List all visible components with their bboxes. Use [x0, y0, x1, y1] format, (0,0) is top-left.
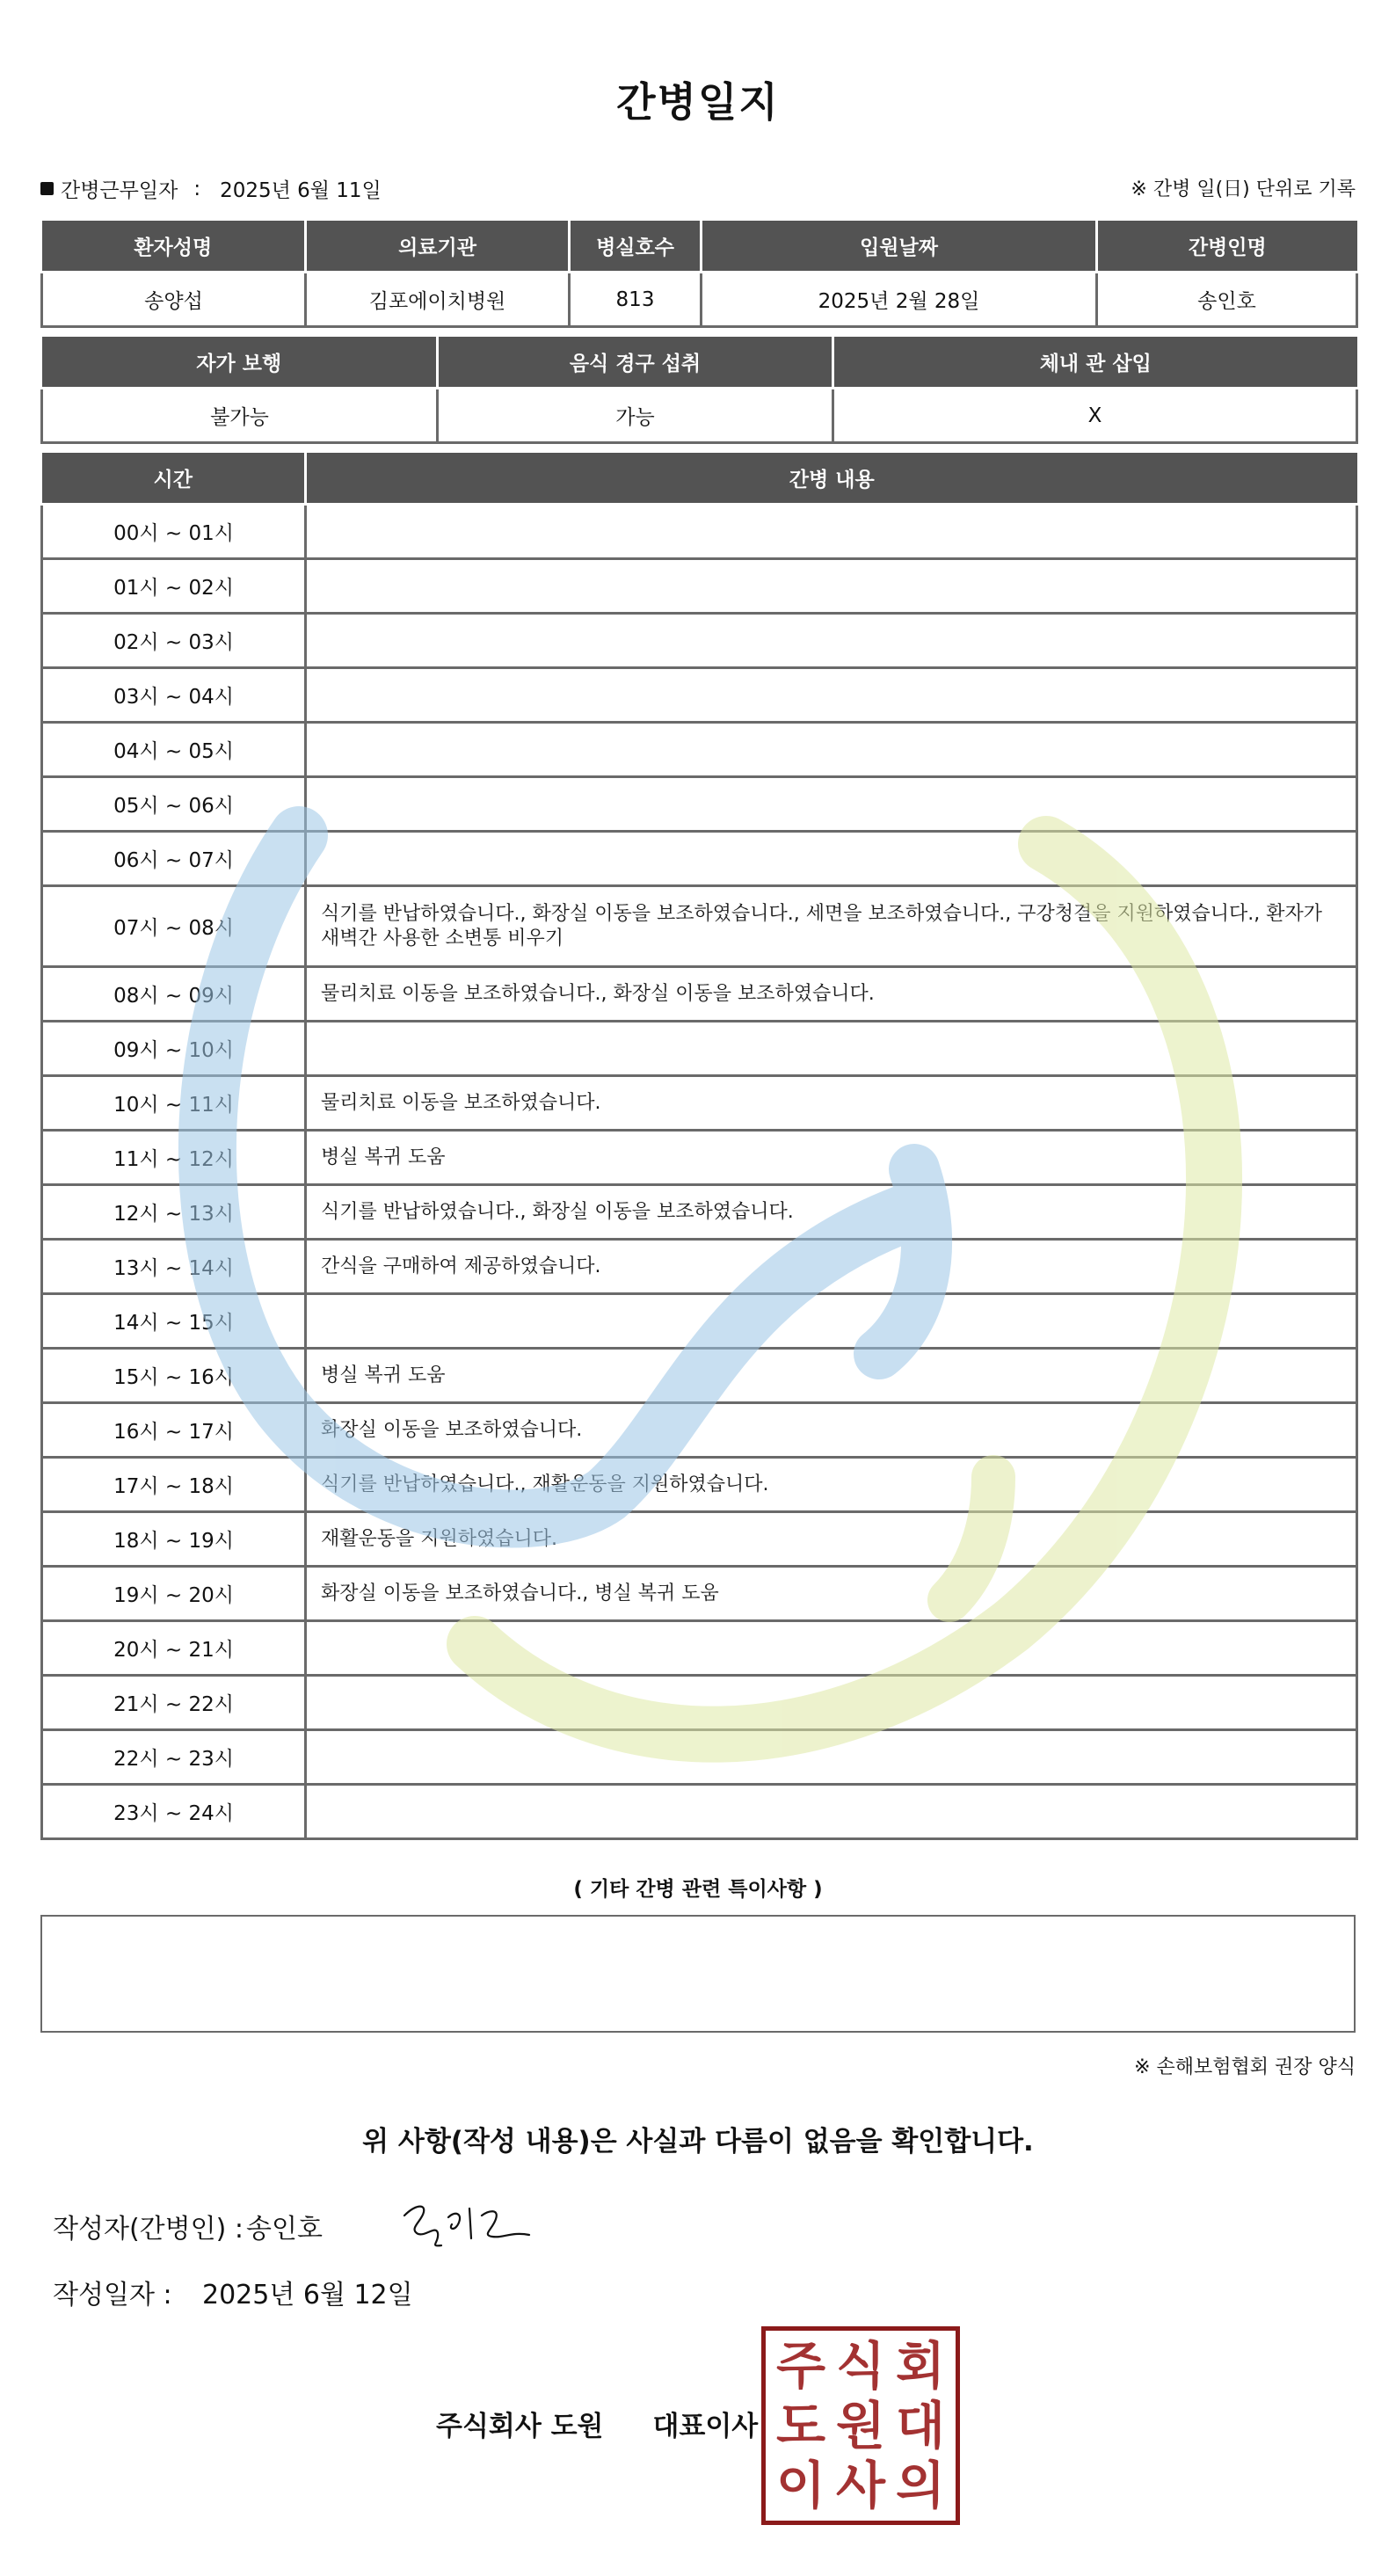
table-row [42, 777, 1357, 832]
seal-character: 대 [895, 2396, 946, 2456]
writer-line [53, 2207, 323, 2245]
work-date-line [40, 174, 382, 203]
patient-info-table [40, 218, 1358, 328]
work-date-label: 간병근무일자 [61, 179, 178, 202]
table-header-row [42, 336, 1357, 389]
log-time-cell: 13시 ~ 14시 [42, 1240, 306, 1294]
writer-name: 송인호 [246, 2214, 323, 2245]
log-content-cell: 식기를 반납하였습니다., 화장실 이동을 보조하였습니다. [306, 1185, 1357, 1240]
table-row [42, 1076, 1357, 1131]
log-table-body [42, 505, 1357, 1839]
admission-date: 2025년 2월 28일 [702, 273, 1097, 327]
log-content-cell: 물리치료 이동을 보조하였습니다. [306, 1076, 1357, 1131]
recommend-note: ※ 손해보험협회 권장 양식 [1134, 2056, 1356, 2078]
table-row [42, 967, 1357, 1022]
document-title: 간병일지 [616, 78, 780, 126]
log-time-cell: 08시 ~ 09시 [42, 967, 306, 1022]
table-row [42, 886, 1357, 967]
log-content-cell [306, 559, 1357, 614]
written-date-value: 2025년 6월 12일 [202, 2280, 413, 2310]
log-time-cell: 04시 ~ 05시 [42, 723, 306, 777]
log-content-cell [306, 1730, 1357, 1785]
table-row [42, 273, 1357, 327]
written-date-line [53, 2273, 413, 2311]
log-content-cell: 병실 복귀 도움 [306, 1131, 1357, 1185]
seal-character: 회 [895, 2336, 946, 2396]
table-row [42, 559, 1357, 614]
header-admission-date: 입원날짜 [702, 220, 1097, 273]
log-time-cell: 00시 ~ 01시 [42, 505, 306, 559]
seal-character: 사 [835, 2456, 886, 2515]
work-date-value: 2025년 6월 11일 [220, 179, 382, 202]
log-time-cell: 18시 ~ 19시 [42, 1512, 306, 1567]
header-hospital: 의료기관 [306, 220, 570, 273]
confirmation-statement: 위 사항(작성 내용)은 사실과 다름이 없음을 확인합니다. [362, 2126, 1034, 2158]
header-caregiver-name: 간병인명 [1097, 220, 1357, 273]
header-tube-insertion: 체내 관 삽입 [833, 336, 1357, 389]
seal-character: 도 [775, 2396, 826, 2456]
table-row [42, 832, 1357, 886]
log-time-cell: 10시 ~ 11시 [42, 1076, 306, 1131]
seal-character: 원 [835, 2396, 886, 2456]
log-content-cell [306, 1785, 1357, 1839]
table-row [42, 1512, 1357, 1567]
log-content-cell: 병실 복귀 도움 [306, 1349, 1357, 1403]
work-date-separator: : [193, 177, 201, 200]
log-content-cell [306, 777, 1357, 832]
table-row [42, 1185, 1357, 1240]
log-time-cell: 12시 ~ 13시 [42, 1185, 306, 1240]
log-content-cell [306, 505, 1357, 559]
table-header-row [42, 220, 1357, 273]
log-content-cell: 식기를 반납하였습니다., 재활운동을 지원하였습니다. [306, 1458, 1357, 1512]
company-line [436, 2404, 758, 2443]
table-row [42, 1403, 1357, 1458]
log-time-cell: 19시 ~ 20시 [42, 1567, 306, 1621]
special-notes-box [40, 1915, 1356, 2033]
room-number: 813 [570, 273, 702, 327]
record-note: ※ 간병 일(日) 단위로 기록 [1131, 178, 1356, 200]
header-room-number: 병실호수 [570, 220, 702, 273]
log-time-cell: 22시 ~ 23시 [42, 1730, 306, 1785]
log-content-cell: 물리치료 이동을 보조하였습니다., 화장실 이동을 보조하였습니다. [306, 967, 1357, 1022]
log-time-cell: 15시 ~ 16시 [42, 1349, 306, 1403]
log-content-cell [306, 1621, 1357, 1676]
log-content-cell [306, 832, 1357, 886]
table-row [42, 1730, 1357, 1785]
table-row [42, 1458, 1357, 1512]
header-self-walking: 자가 보행 [42, 336, 438, 389]
header-patient-name: 환자성명 [42, 220, 306, 273]
table-row [42, 1240, 1357, 1294]
oral-intake-value: 가능 [438, 389, 833, 443]
table-row [42, 1785, 1357, 1839]
hospital-name: 김포에이치병원 [306, 273, 570, 327]
log-time-cell: 16시 ~ 17시 [42, 1403, 306, 1458]
patient-name: 송양섭 [42, 273, 306, 327]
table-row [42, 505, 1357, 559]
writer-label: 작성자(간병인) : [53, 2214, 244, 2245]
table-header-row [42, 452, 1357, 505]
self-walking-value: 불가능 [42, 389, 438, 443]
table-row [42, 1621, 1357, 1676]
table-row [42, 389, 1357, 443]
log-content-cell: 간식을 구매하여 제공하였습니다. [306, 1240, 1357, 1294]
log-content-cell [306, 1676, 1357, 1730]
log-time-cell: 21시 ~ 22시 [42, 1676, 306, 1730]
log-content-cell: 재활운동을 지원하였습니다. [306, 1512, 1357, 1567]
log-time-cell: 09시 ~ 10시 [42, 1022, 306, 1076]
header-time: 시간 [42, 452, 306, 505]
company-seal-stamp [761, 2326, 960, 2525]
seal-character: 이 [775, 2456, 826, 2515]
log-time-cell: 17시 ~ 18시 [42, 1458, 306, 1512]
table-row [42, 1294, 1357, 1349]
log-time-cell: 01시 ~ 02시 [42, 559, 306, 614]
square-bullet-icon [40, 182, 54, 195]
log-time-cell: 23시 ~ 24시 [42, 1785, 306, 1839]
log-content-cell [306, 614, 1357, 668]
log-time-cell: 03시 ~ 04시 [42, 668, 306, 723]
log-content-cell [306, 1294, 1357, 1349]
log-time-cell: 07시 ~ 08시 [42, 886, 306, 967]
special-notes-title: ( 기타 간병 관련 특이사항 ) [573, 1878, 823, 1901]
table-row [42, 1022, 1357, 1076]
log-time-cell: 06시 ~ 07시 [42, 832, 306, 886]
table-row [42, 1567, 1357, 1621]
log-content-cell [306, 1022, 1357, 1076]
log-time-cell: 02시 ~ 03시 [42, 614, 306, 668]
header-care-content: 간병 내용 [306, 452, 1357, 505]
log-time-cell: 05시 ~ 06시 [42, 777, 306, 832]
log-content-cell [306, 723, 1357, 777]
header-oral-intake: 음식 경구 섭취 [438, 336, 833, 389]
log-time-cell: 11시 ~ 12시 [42, 1131, 306, 1185]
tube-insertion-value: X [833, 389, 1357, 443]
log-content-cell: 화장실 이동을 보조하였습니다., 병실 복귀 도움 [306, 1567, 1357, 1621]
company-name: 주식회사 도원 [436, 2411, 604, 2442]
log-content-cell: 식기를 반납하였습니다., 화장실 이동을 보조하였습니다., 세면을 보조하였습니다., 구강청결을 지원하였습니다., 환자가 새벽간 사용한 소변통 비우기 [306, 886, 1357, 967]
patient-ability-table [40, 334, 1358, 444]
table-row [42, 1349, 1357, 1403]
seal-character: 주 [775, 2336, 826, 2396]
table-row [42, 723, 1357, 777]
written-date-label: 작성일자 : [53, 2280, 172, 2310]
table-row [42, 1131, 1357, 1185]
log-content-cell: 화장실 이동을 보조하였습니다. [306, 1403, 1357, 1458]
table-row [42, 614, 1357, 668]
log-time-cell: 14시 ~ 15시 [42, 1294, 306, 1349]
signature-image [397, 2189, 538, 2259]
log-content-cell [306, 668, 1357, 723]
log-time-cell: 20시 ~ 21시 [42, 1621, 306, 1676]
representative-title: 대표이사 [652, 2411, 759, 2442]
hourly-care-log-table [40, 450, 1358, 1840]
seal-character: 식 [835, 2336, 886, 2396]
table-row [42, 1676, 1357, 1730]
table-row [42, 668, 1357, 723]
caregiver-name: 송인호 [1097, 273, 1357, 327]
seal-character: 의 [895, 2456, 946, 2515]
